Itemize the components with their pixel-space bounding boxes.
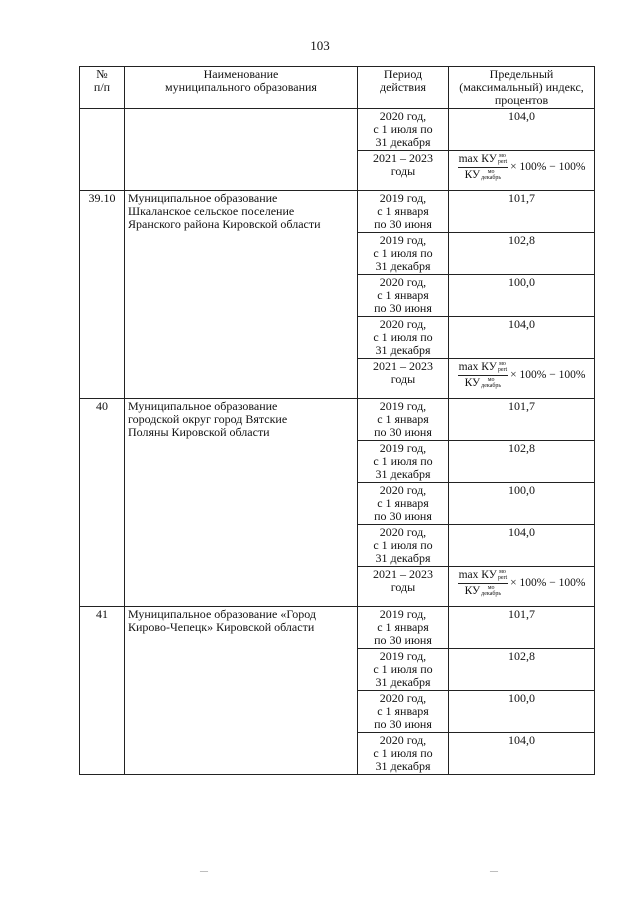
period-cell: 2019 год, с 1 января по 30 июня <box>358 191 449 233</box>
header-number: № п/п <box>80 67 125 109</box>
period-cell: 2021 – 2023 годы <box>358 359 449 399</box>
period-cell: 2021 – 2023 годы <box>358 567 449 607</box>
footer-mark-left: — <box>200 866 208 875</box>
tariff-index-table <box>79 66 595 775</box>
index-formula <box>458 153 586 182</box>
row-number: 40 <box>80 399 125 607</box>
period-cell: 2020 год, с 1 января по 30 июня <box>358 691 449 733</box>
table-row <box>80 399 595 441</box>
formula-fraction: max КУ мо pert КУ мо декабрь <box>458 569 508 597</box>
page-number: 103 <box>310 38 330 53</box>
index-formula-cell <box>449 567 595 607</box>
formula-fraction: max КУ мо pert КУ мо декабрь <box>458 153 508 181</box>
index-value: 101,7 <box>449 607 595 649</box>
formula-tail: × 100% − 100% <box>510 577 586 589</box>
period-cell: 2019 год, с 1 июля по 31 декабря <box>358 649 449 691</box>
period-cell: 2020 год, с 1 июля по 31 декабря <box>358 109 449 151</box>
index-formula-cell <box>449 359 595 399</box>
formula-fraction: max КУ мо pert КУ мо декабрь <box>458 361 508 389</box>
period-cell: 2019 год, с 1 июля по 31 декабря <box>358 441 449 483</box>
footer-mark-right: — <box>490 866 498 875</box>
index-value: 101,7 <box>449 191 595 233</box>
period-cell: 2019 год, с 1 июля по 31 декабря <box>358 233 449 275</box>
period-cell: 2020 год, с 1 января по 30 июня <box>358 483 449 525</box>
municipality-name <box>125 109 358 191</box>
period-cell: 2019 год, с 1 января по 30 июня <box>358 607 449 649</box>
table-row <box>80 607 595 649</box>
index-value: 100,0 <box>449 483 595 525</box>
index-value: 100,0 <box>449 691 595 733</box>
index-formula <box>458 569 586 598</box>
table-body <box>80 109 595 775</box>
header-period: Период действия <box>358 67 449 109</box>
index-value: 104,0 <box>449 733 595 775</box>
header-index: Предельный (максимальный) индекс, процентов <box>449 67 595 109</box>
period-cell: 2020 год, с 1 июля по 31 декабря <box>358 317 449 359</box>
municipality-name: Муниципальное образование Шкаланское сельское поселение Яранского района Кировской области <box>125 191 358 399</box>
header-municipality: Наименование муниципального образования <box>125 67 358 109</box>
period-cell: 2021 – 2023 годы <box>358 151 449 191</box>
index-value: 104,0 <box>449 109 595 151</box>
period-cell: 2020 год, с 1 января по 30 июня <box>358 275 449 317</box>
index-value: 100,0 <box>449 275 595 317</box>
municipality-name: Муниципальное образование «Город Кирово-Чепецк» Кировской области <box>125 607 358 775</box>
index-value: 104,0 <box>449 525 595 567</box>
period-cell: 2020 год, с 1 июля по 31 декабря <box>358 525 449 567</box>
index-value: 104,0 <box>449 317 595 359</box>
table-header-row <box>80 67 595 109</box>
index-value: 102,8 <box>449 649 595 691</box>
formula-tail: × 100% − 100% <box>510 161 586 173</box>
row-number <box>80 109 125 191</box>
municipality-name: Муниципальное образование городской округ город Вятские Поляны Кировской области <box>125 399 358 607</box>
formula-tail: × 100% − 100% <box>510 369 586 381</box>
table-row <box>80 191 595 233</box>
row-number: 39.10 <box>80 191 125 399</box>
index-value: 102,8 <box>449 441 595 483</box>
index-formula <box>458 361 586 390</box>
index-formula-cell <box>449 151 595 191</box>
index-value: 101,7 <box>449 399 595 441</box>
period-cell: 2020 год, с 1 июля по 31 декабря <box>358 733 449 775</box>
period-cell: 2019 год, с 1 января по 30 июня <box>358 399 449 441</box>
index-value: 102,8 <box>449 233 595 275</box>
row-number: 41 <box>80 607 125 775</box>
table-row <box>80 109 595 151</box>
